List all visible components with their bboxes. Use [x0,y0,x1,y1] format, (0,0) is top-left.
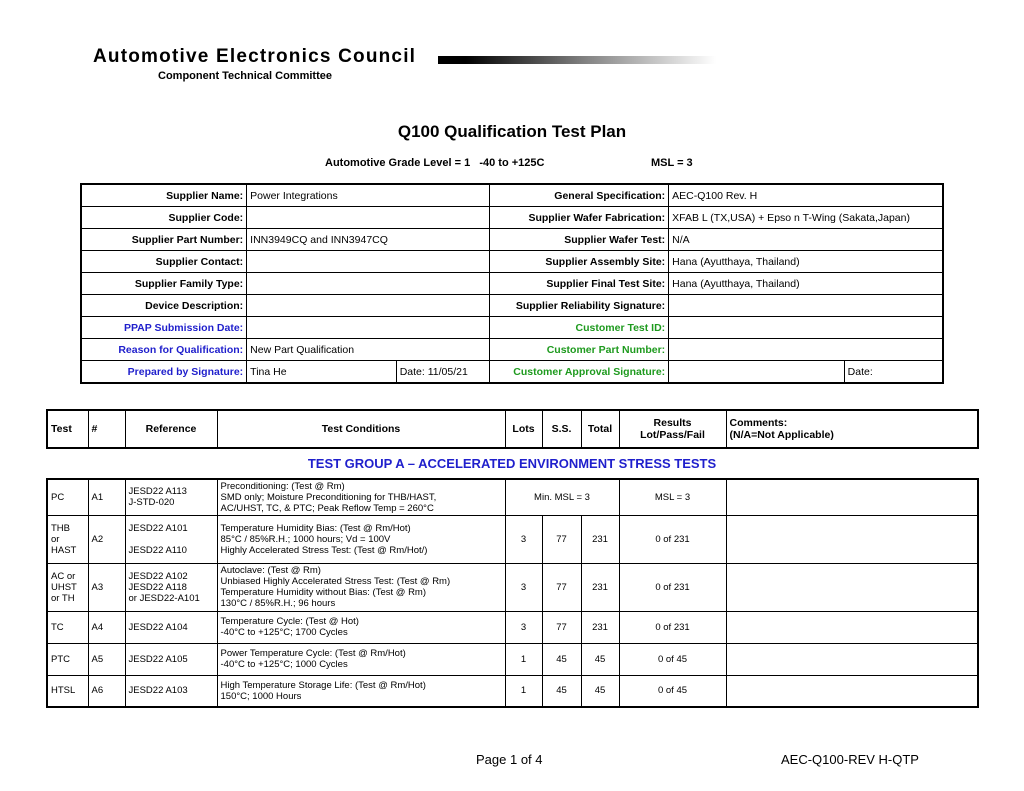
cell-comments [726,643,978,675]
cell-lots: 1 [505,643,542,675]
cell-conditions: Autoclave: (Test @ Rm) Unbiased Highly Accelerated Stress Test: (Test @ Rm) Temperature Humidity without Bias: (Test @ Rm) 130°C / 85%R.H.; 96 hours [217,563,505,611]
org-name: Automotive Electronics Council [93,46,417,67]
cell-total: 45 [581,643,619,675]
grade-level: Automotive Grade Level = 1 -40 to +125C [325,157,545,169]
table-row [47,643,978,675]
cell-num: A3 [88,563,125,611]
info-right-label: Supplier Reliability Signature: [489,295,669,317]
info-right-value [669,339,943,361]
info-left-value [247,317,489,339]
header-num: # [88,410,125,448]
cell-reference: JESD22 A104 [125,611,217,643]
cell-num: A1 [88,479,125,515]
cell-ss: 77 [542,563,581,611]
header-ss: S.S. [542,410,581,448]
info-left-label: Supplier Contact: [81,251,247,273]
cell-test: THB or HAST [47,515,88,563]
header-gradient-bar [438,56,716,64]
cell-comments [726,563,978,611]
cell-conditions: Preconditioning: (Test @ Rm) SMD only; Moisture Preconditioning for THB/HAST, AC/UHST, TC, & PTC; Peak Reflow Temp = 260°C [217,479,505,515]
info-row-prepared [81,361,943,384]
cell-comments [726,611,978,643]
info-left-value: New Part Qualification [247,339,489,361]
approval-date: Date: [844,361,943,384]
table-row [47,675,978,707]
msl-level: MSL = 3 [651,157,693,169]
cell-comments [726,479,978,515]
info-right-label: Supplier Wafer Fabrication: [489,207,669,229]
info-left-value [247,273,489,295]
cell-lots: 3 [505,563,542,611]
cell-reference: JESD22 A113 J-STD-020 [125,479,217,515]
cell-comments [726,675,978,707]
info-right-value: Hana (Ayutthaya, Thailand) [669,273,943,295]
info-row [81,251,943,273]
info-row [81,207,943,229]
page-number: Page 1 of 4 [476,752,543,767]
cell-lots: 3 [505,515,542,563]
approval-value [669,361,844,384]
info-left-label: PPAP Submission Date: [81,317,247,339]
cell-total: 45 [581,675,619,707]
document-id: AEC-Q100-REV H-QTP [781,752,919,767]
approval-label: Customer Approval Signature: [489,361,669,384]
cell-num: A6 [88,675,125,707]
cell-test: AC or UHST or TH [47,563,88,611]
info-left-label: Supplier Part Number: [81,229,247,251]
info-right-value: Hana (Ayutthaya, Thailand) [669,251,943,273]
supplier-info-table [80,183,944,384]
table-row [47,611,978,643]
info-right-label: Customer Test ID: [489,317,669,339]
cell-lots: 1 [505,675,542,707]
info-left-label: Supplier Name: [81,184,247,207]
info-left-value [247,251,489,273]
info-right-value: N/A [669,229,943,251]
committee-name: Component Technical Committee [158,70,332,82]
cell-reference: JESD22 A103 [125,675,217,707]
cell-reference: JESD22 A105 [125,643,217,675]
header-conditions: Test Conditions [217,410,505,448]
cell-test: PC [47,479,88,515]
test-results-table [46,478,979,708]
cell-conditions: Temperature Humidity Bias: (Test @ Rm/Hot) 85°C / 85%R.H.; 1000 hours; Vd = 100V Highly Accelerated Stress Test: (Test @ Rm/Hot/) [217,515,505,563]
cell-test: HTSL [47,675,88,707]
cell-num: A5 [88,643,125,675]
header-reference: Reference [125,410,217,448]
info-right-label: Supplier Assembly Site: [489,251,669,273]
info-right-label: General Specification: [489,184,669,207]
cell-reference: JESD22 A102 JESD22 A118 or JESD22-A101 [125,563,217,611]
cell-results: 0 of 45 [619,643,726,675]
cell-total: 231 [581,611,619,643]
cell-conditions: High Temperature Storage Life: (Test @ Rm/Hot) 150°C; 1000 Hours [217,675,505,707]
info-row [81,229,943,251]
header-results: Results Lot/Pass/Fail [619,410,726,448]
header-total: Total [581,410,619,448]
cell-reference: JESD22 A101 JESD22 A110 [125,515,217,563]
info-right-value [669,317,943,339]
info-left-value [247,295,489,317]
info-left-value: Power Integrations [247,184,489,207]
cell-results: 0 of 231 [619,611,726,643]
test-table-header [46,409,979,449]
test-group-title: TEST GROUP A – ACCELERATED ENVIRONMENT STRESS TESTS [307,456,717,471]
info-row [81,339,943,361]
page-title: Q100 Qualification Test Plan [397,122,627,141]
cell-ss: 45 [542,643,581,675]
info-right-label: Customer Part Number: [489,339,669,361]
table-row [47,515,978,563]
prepared-label: Prepared by Signature: [81,361,247,384]
cell-num: A2 [88,515,125,563]
cell-ss: 77 [542,515,581,563]
info-left-value [247,207,489,229]
info-right-label: Supplier Wafer Test: [489,229,669,251]
header-lots: Lots [505,410,542,448]
cell-conditions: Temperature Cycle: (Test @ Hot) -40°C to +125°C; 1700 Cycles [217,611,505,643]
cell-results: 0 of 231 [619,515,726,563]
cell-ss: 77 [542,611,581,643]
cell-total: 231 [581,563,619,611]
info-row [81,273,943,295]
cell-num: A4 [88,611,125,643]
cell-results: 0 of 45 [619,675,726,707]
cell-test: PTC [47,643,88,675]
info-row [81,295,943,317]
info-right-value [669,295,943,317]
header-test: Test [47,410,88,448]
info-left-label: Device Description: [81,295,247,317]
cell-test: TC [47,611,88,643]
info-row [81,317,943,339]
cell-lots: Min. MSL = 3 [505,479,619,515]
prepared-date: Date: 11/05/21 [396,361,489,384]
info-right-value: XFAB L (TX,USA) + Epso n T-Wing (Sakata,Japan) [669,207,943,229]
cell-conditions: Power Temperature Cycle: (Test @ Rm/Hot) -40°C to +125°C; 1000 Cycles [217,643,505,675]
info-right-value: AEC-Q100 Rev. H [669,184,943,207]
info-right-label: Supplier Final Test Site: [489,273,669,295]
cell-ss: 45 [542,675,581,707]
info-left-value: INN3949CQ and INN3947CQ [247,229,489,251]
cell-results: 0 of 231 [619,563,726,611]
prepared-value: Tina He [247,361,397,384]
cell-results: MSL = 3 [619,479,726,515]
table-row [47,563,978,611]
info-left-label: Supplier Code: [81,207,247,229]
cell-comments [726,515,978,563]
info-left-label: Reason for Qualification: [81,339,247,361]
cell-lots: 3 [505,611,542,643]
info-left-label: Supplier Family Type: [81,273,247,295]
header-comments: Comments: (N/A=Not Applicable) [726,410,978,448]
info-row [81,184,943,207]
cell-total: 231 [581,515,619,563]
table-row [47,479,978,515]
